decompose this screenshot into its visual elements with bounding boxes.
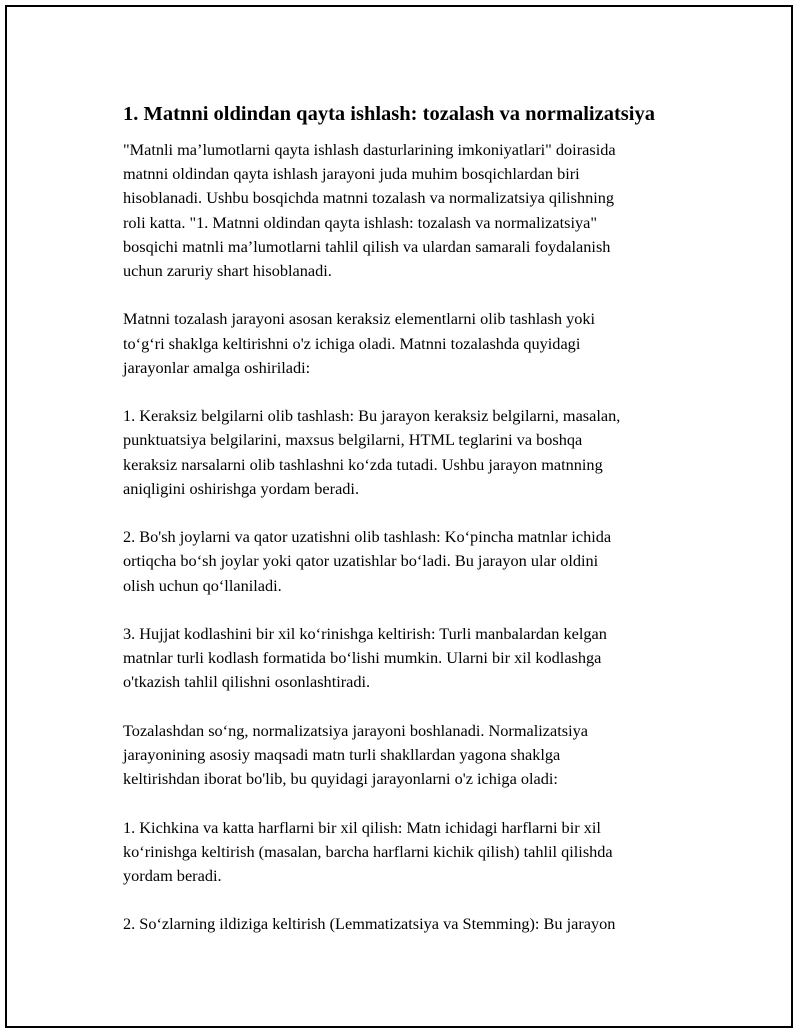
paragraph-cleaning-step-3: 3. Hujjat kodlashini bir xil ko‘rinishga keltirish: Turli manbalardan kelgan matnlar turli kodlash formatida bo‘lishi mumkin. Ularni bir xil kodlashga o'tkazish tahlil qilishni osonlashtiradi. (123, 624, 607, 692)
paragraph-cleaning-step-2: 2. Bo'sh joylarni va qator uzatishni olib tashlash: Ko‘pincha matnlar ichida ortiqcha bo‘sh joylar yoki qator uzatishlar bo‘ladi. Bu jarayon ular oldini olish uchun qo‘llaniladi. (123, 527, 612, 595)
section-title: 1. Matnni oldindan qayta ishlash: tozalash va normalizatsiya (123, 103, 655, 125)
paragraph-cleaning-overview: Matnni tozalash jarayoni asosan keraksiz elementlarni olib tashlash yoki to‘g‘ri shaklga keltirishni o'z ichiga oladi. Matnni tozalashda quyidagi jarayonlar amalga oshiriladi: (123, 309, 596, 377)
page-frame (5, 5, 793, 1028)
document-body (123, 100, 683, 961)
paragraph-normalization-overview: Tozalashdan so‘ng, normalizatsiya jarayoni boshlanadi. Normalizatsiya jarayonining asosiy maqsadi matn turli shakllardan yagona shaklga keltirishdan iborat bo'lib, bu quyidagi jarayonlarni o'z ichiga oladi: (123, 720, 588, 789)
paragraph-normalization-step-2: 2. So‘zlarning ildiziga keltirish (Lemmatizatsiya va Stemming): Bu jarayon (123, 914, 616, 934)
paragraph-cleaning-step-1: 1. Keraksiz belgilarni olib tashlash: Bu jarayon keraksiz belgilarni, masalan, punktuatsiya belgilarini, maxsus belgilarni, HTML teglarini va boshqa keraksiz narsalarni olib tashlashni ko‘zda tutadi. Ushbu jarayon matnning aniqligini oshirishga yordam beradi. (123, 406, 621, 498)
paragraph-intro: "Matnli ma’lumotlarni qayta ishlash dasturlarining imkoniyatlari" doirasida matnni oldindan qayta ishlash jarayoni juda muhim bosqichlardan biri hisoblanadi. Ushbu bosqichda matnni tozalash va normalizatsiya qilishning roli katta. "1. Matnni oldindan qayta ishlash: tozalash va normalizatsiya" bosqichi matnli ma’lumotlarni tahlil qilish va ulardan samarali foydalanish uchun zaruriy shart hisoblanadi. (123, 140, 616, 281)
paragraph-normalization-step-1: 1. Kichkina va katta harflarni bir xil qilish: Matn ichidagi harflarni bir xil ko‘rinishga keltirish (masalan, barcha harflarni kichik qilish) tahlil qilishda yordam beradi. (123, 817, 613, 885)
